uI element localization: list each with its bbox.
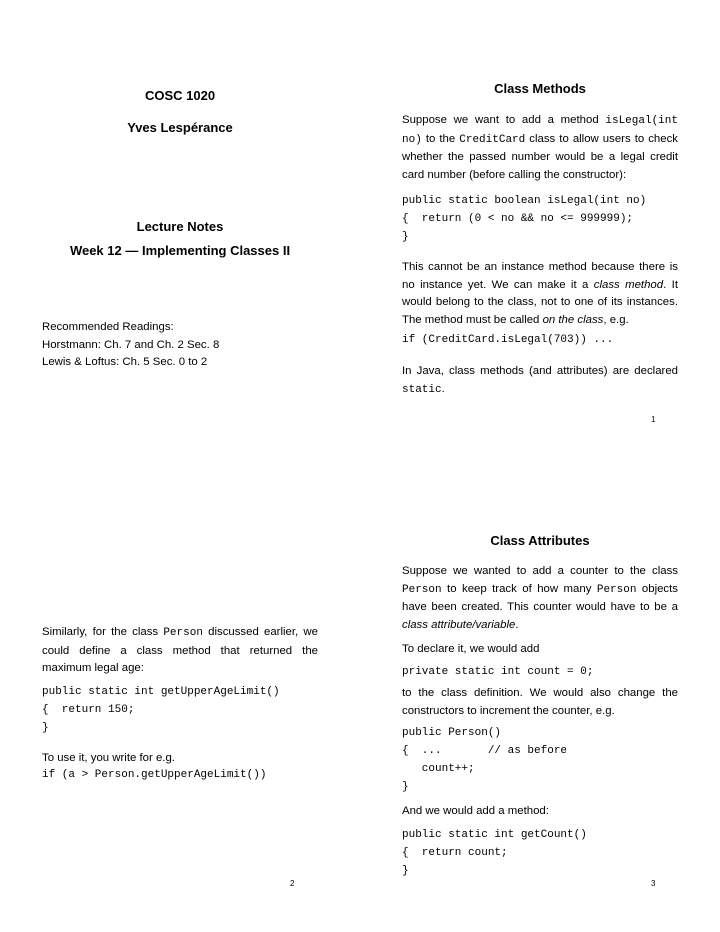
readings-heading: Recommended Readings:	[42, 321, 174, 333]
text: Suppose we want to add a method	[402, 114, 606, 126]
code-line: { return (0 < no && no <= 999999);	[402, 213, 634, 225]
code-line: { return count;	[402, 847, 508, 859]
code-block-islegal	[402, 192, 646, 246]
inline-code: static	[402, 383, 442, 396]
constructor-change-text: to the class definition. We would also change the constructors to increment the counter, e.g.	[402, 687, 678, 717]
code-block-getcount	[402, 826, 587, 880]
text: .	[441, 382, 445, 395]
text: Suppose we wanted to add a counter to the class	[402, 565, 678, 577]
text: In Java, class methods (and attributes) are declared	[402, 365, 678, 377]
code-line-usage: if (a > Person.getUpperAgeLimit())	[42, 769, 267, 781]
code-line: public static int getUpperAgeLimit()	[42, 686, 280, 698]
add-method-text: And we would add a method:	[402, 805, 549, 817]
code-line: public Person()	[402, 727, 502, 739]
page-number: 3	[651, 879, 656, 888]
code-line-call-example: if (CreditCard.isLegal(703)) ...	[402, 334, 614, 346]
code-line: { return 150;	[42, 704, 135, 716]
text: . It would belong to the class, not to one of its instances. The method must be called	[402, 278, 678, 326]
code-block-upper-age	[42, 683, 280, 737]
page-number: 1	[651, 415, 656, 424]
reading-item: Horstmann: Ch. 7 and Ch. 2 Sec. 8	[42, 338, 220, 351]
code-line-count-declaration: private static int count = 0;	[402, 666, 594, 678]
static-declaration-note	[402, 363, 678, 399]
lecture-notes-heading: Lecture Notes	[136, 219, 224, 234]
inline-code: Person	[163, 627, 203, 639]
inline-code: isLegal(int no)	[402, 115, 678, 146]
page-number: 2	[290, 879, 295, 888]
author-name: Yves Lespérance	[127, 120, 233, 135]
class-attributes-intro	[402, 563, 678, 634]
text: to keep track of how many	[441, 582, 597, 595]
text: Similarly, for the class	[42, 626, 164, 638]
course-code: COSC 1020	[144, 88, 216, 103]
text: , e.g.	[603, 313, 629, 326]
text: objects have been created. This counter would have to be a	[402, 582, 678, 613]
code-line: public static boolean isLegal(int no)	[402, 195, 647, 207]
week-title: Week 12 — Implementing Classes II	[69, 243, 291, 258]
code-line: }	[402, 231, 409, 243]
code-line: count++;	[402, 763, 475, 775]
text: discussed earlier, we could define a class method that returned the maximum legal age:	[42, 626, 318, 674]
code-line: { ... // as before	[402, 745, 568, 757]
instance-method-explanation	[402, 259, 678, 329]
slide-title-class-attributes: Class Attributes	[490, 533, 590, 548]
class-methods-intro	[402, 112, 678, 184]
inline-code: CreditCard	[459, 133, 526, 146]
usage-text: To use it, you write for e.g.	[42, 752, 175, 764]
code-line: public static int getCount()	[402, 829, 587, 841]
emphasis: on the class	[542, 313, 604, 326]
code-line: }	[42, 722, 49, 734]
readings-block	[42, 319, 318, 372]
reading-item: Lewis & Loftus: Ch. 5 Sec. 0 to 2	[42, 356, 208, 368]
code-line: }	[402, 781, 409, 793]
emphasis: class method	[593, 278, 664, 291]
text: class to allow users to check whether the passed number would be a legal credit card number (before calling the constructor):	[402, 132, 678, 181]
declare-text: To declare it, we would add	[402, 643, 540, 655]
inline-code: Person	[596, 583, 637, 596]
text: .	[515, 618, 519, 631]
code-line: }	[402, 865, 409, 877]
text: This cannot be an instance method because there is no instance yet. We can make it a	[402, 261, 678, 291]
text: to the	[421, 132, 460, 145]
person-class-method-intro	[42, 624, 318, 678]
slide-title-class-methods: Class Methods	[494, 81, 586, 96]
inline-code: Person	[402, 583, 442, 596]
code-block-constructor	[402, 724, 567, 796]
emphasis: class attribute/variable	[402, 618, 516, 631]
